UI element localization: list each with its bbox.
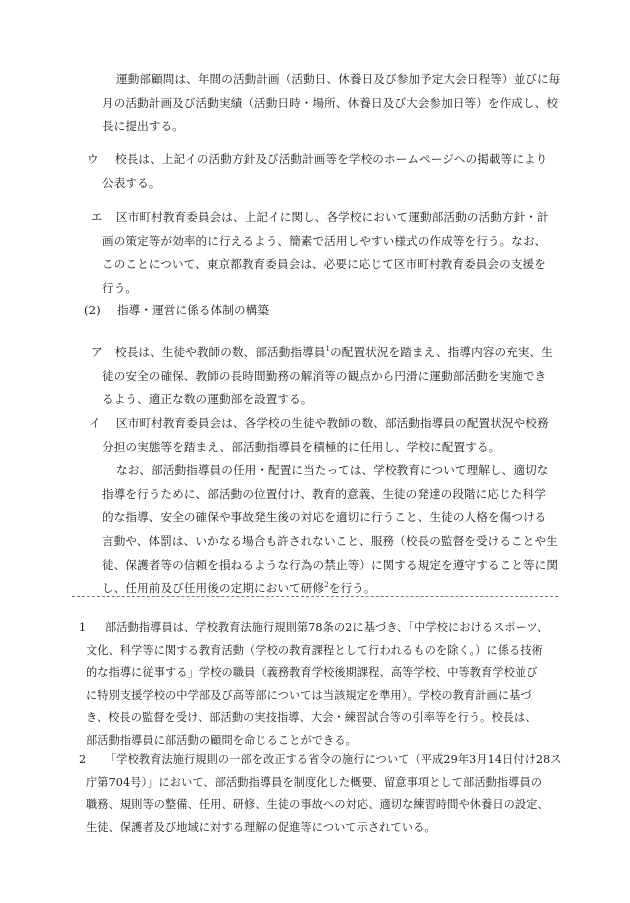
footnote-divider (72, 596, 558, 597)
text-line: 部活動指導員に部活動の顧問を命じることができる。 (86, 733, 357, 747)
text-line: き、校長の監督を受け、部活動の実技指導、大会・練習試合等の引率等を行う。校長は、 (86, 711, 537, 725)
text-segment: し、任用前及び任用後の定期において研修 (102, 581, 325, 596)
text-line (102, 577, 558, 601)
text-line: 的な指導、安全の確保や事故発生後の対応を適切に行うこと、生徒の人格を傷つける (102, 510, 547, 525)
item-i-label: イ (89, 416, 101, 430)
text-line: 長に提出する。 (102, 119, 184, 134)
section-number: (2) (84, 303, 101, 317)
footnote-number: 1 (79, 621, 87, 634)
text-line: 徒、保護者等の信頼を損ねるような行為の禁止等）に関する規定を遵守すること等に関 (102, 557, 559, 572)
text-line: 指導を行うために、部活動の位置付け、教育的意義、生徒の発達の段階に応じた科学 (102, 486, 546, 501)
text-line: 分担の実態等を踏まえ、部活動指導員を積極的に任用し、学校に配置する。 (102, 439, 501, 454)
text-line: 職務、規則等の整備、任用、研修、生徒の事故への対応、適切な練習時間や休養日の設定、 (86, 798, 549, 812)
section-title: 指導・運営に係る体制の構築 (117, 303, 270, 317)
text-line: 校長は、上記イの活動方針及び活動計画等を学校のホームページへの掲載等により (115, 152, 548, 166)
text-line (79, 749, 562, 772)
text-line (79, 617, 548, 640)
text-line: に特別支援学校の中学部及び高等部については当該規定を準用）。学校の教育計画に基づ (86, 688, 532, 702)
text-line: 行う。 (102, 280, 138, 295)
item-e-paragraph (102, 206, 549, 300)
item-i-paragraph (102, 412, 558, 601)
text-line: 公表する。 (102, 175, 161, 190)
text-line: 区市町村教育委員会は、各学校の生徒や教師の数、部活動指導員の配置状況や校務 (116, 416, 549, 430)
text-line: なお、部活動指導員の任用・配置に当たっては、学校教育について理解し、適切な (116, 463, 549, 478)
text-segment: の配置状況を踏まえ、指導内容の充実、生 (330, 345, 553, 359)
footnote-number: 2 (79, 753, 87, 766)
text-line: 文化、科学等に関する教育活動（学校の教育課程として行われるものを除く。）に係る技術 (86, 643, 543, 657)
advisor-paragraph (102, 68, 560, 139)
text-line: 生徒、保護者及び地域に対する理解の促進等について示されている。 (86, 820, 436, 834)
text-segment: 部活動指導員は、学校教育法施行規則第78条の2に基づき、「中学校におけるスポーツ、 (105, 621, 549, 634)
footnote-ref-2: 2 (324, 581, 329, 590)
text-line: 画の策定等が効率的に行えるよう、簡素で活用しやすい様式の作成等を行う。なお、 (102, 233, 547, 248)
item-u-label: ウ (87, 152, 99, 166)
text-line: 月の活動計画及び活動実績（活動日時・場所、休養日及び大会参加日等）を作成し、校 (102, 95, 559, 110)
text-line: 徒の安全の確保、教師の長時間勤務の解消等の観点から円滑に運動部活動を実施でき (102, 368, 547, 383)
text-line: このことについて、東京都教育委員会は、必要に応じて区市町村教育委員会の支援を (102, 257, 546, 272)
item-a-label: ア (91, 345, 103, 359)
text-line: 区市町村教育委員会は、上記イに関し、各学校において運動部活動の活動方針・計 (116, 210, 549, 224)
item-a-paragraph (102, 341, 553, 412)
item-e-label: エ (91, 210, 103, 224)
footnote-2 (79, 749, 562, 839)
text-line: 運動部顧問は、年間の活動計画（活動日、休養日及び参加予定大会日程等）並びに毎 (116, 72, 561, 86)
text-segment: 「学校教育法施行規則の一部を改正する省令の施行について（平成29年3月14日付け28ス (105, 753, 562, 766)
text-line: 言動や、体罰は、いかなる場合も許されないこと、服務（校長の監督を受けることや生 (102, 533, 558, 548)
footnote-1 (79, 617, 548, 753)
text-line (102, 341, 553, 365)
text-line: 的な指導に従事する」学校の職員（義務教育学校後期課程、高等学校、中等教育学校並び (86, 666, 538, 680)
text-line: 庁第704号）」において、部活動指導員を制度化した概要、留意事項として部活動指導員の (86, 775, 543, 789)
text-segment: 校長は、生徒や教師の数、部活動指導員 (115, 345, 326, 359)
text-segment: を行う。 (328, 581, 376, 596)
text-line: るよう、適正な数の運動部を設置する。 (102, 392, 313, 407)
footnote-ref-1: 1 (325, 345, 331, 353)
item-u-paragraph (102, 148, 547, 195)
